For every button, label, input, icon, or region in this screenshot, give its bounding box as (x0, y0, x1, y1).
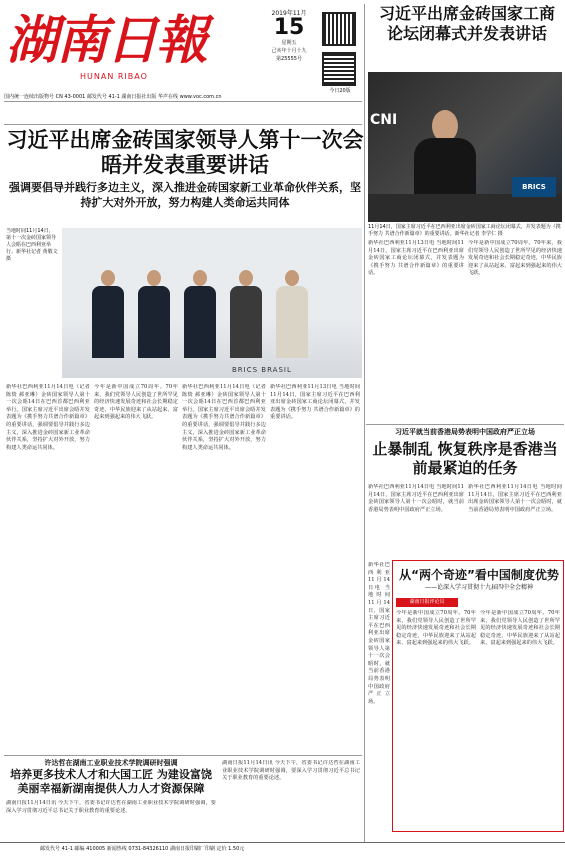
commentary-byline-tag: 湖南日报评论员 (396, 598, 458, 607)
date-day: 15 (273, 15, 305, 40)
bottom-headline: 培养更多技术人才和大国工匠 为建设富饶美丽幸福新湖南提供人力人才资源保障 (10, 768, 212, 795)
masthead-logo: 湖南日報 (6, 10, 207, 71)
bottom-body: 湖南日报11月14日讯 今天下午，省委书记许达哲在湖南工业职业技术学院调研时强调，要深入学习贯彻习近平总书记关于职业教育的重要论述。 (6, 800, 216, 814)
section-rule (4, 124, 362, 125)
podium (368, 194, 562, 222)
masthead-subtitle: HUNAN RIBAO (80, 72, 148, 81)
date-weekday: 星期五 (281, 40, 297, 46)
lead-photo-caption: 当地时间11月14日，第十一次金砖国家领导人会晤在巴西利亚举行。新华社记者 黄敬文 摄 (6, 228, 58, 262)
commentary-body-col2: 今年是新中国成立70周年。70年来，我们党领导人民创造了世所罕见的经济快速发展奇迹和社会长期稳定奇迹，中华民族迎来了从站起来、富起来到强起来的伟大飞跃。 (480, 610, 560, 647)
commentary-subtitle: ——论深入学习贯彻十九届四中全会精神 (424, 584, 533, 591)
lead-body-col2: 今年是新中国成立70周年。70年来，我们党领导人民创造了世所罕见的经济快速发展奇迹和社会长期稳定奇迹，中华民族迎来了从站起来、富起来到强起来的伟大飞跃。 (94, 384, 178, 421)
top-news-body-col1: 新华社巴西利亚11月13日电 当地时间11月14日，国家主席习近平在巴西利亚出席金砖国家工商论坛闭幕式，并发表题为《携手努力 共谱合作新篇章》的重要讲话。 (368, 240, 464, 277)
footer-bar: 邮发代号 41-1 邮编 410005 新闻热线 0731-84326110 湖南日报印刷厂印刷 定价 1.50元 (0, 842, 565, 856)
bottom-body-right: 湖南日报11月14日讯 今天下午，省委书记许达哲在湖南工业职业技术学院调研时强调，要深入学习贯彻习近平总书记关于职业教育的重要论述。 (222, 760, 360, 782)
lead-photo (62, 228, 362, 378)
date-lunar: 己亥年十月十九 (271, 48, 307, 54)
section-rule (4, 755, 362, 756)
top-news-body-col2: 今年是新中国成立70周年。70年来，我们党领导人民创造了世所罕见的经济快速发展奇迹和社会长期稳定奇迹，中华民族迎来了从站起来、富起来到强起来的伟大飞跃。 (468, 240, 562, 277)
lead-headline: 习近平出席金砖国家领导人第十一次会晤并发表重要讲话 (6, 128, 364, 177)
side-body-col: 新华社巴西利亚11月14日电 当地时间11月14日，国家主席习近平在巴西利亚出席金砖国家领导人第十一次会晤时，就当前香港局势表明中国政府严正立场。 (368, 562, 390, 705)
issue-number: 第25555号 (276, 56, 302, 62)
lead-body-col1: 新华社巴西利亚11月14日电（记者 陈贽 郝亚琳）金砖国家领导人第十一次会晤14日在巴西首都巴西利亚举行。国家主席习近平出席会晤并发表题为《携手努力共谱合作新篇章》的重要讲话，强调要倡导并践行多边主义，深入推进金砖国家新工业革命伙伴关系，坚持扩大对外开放，努力构建人类命运共同体。 (6, 384, 90, 451)
lead-body-col3: 新华社巴西利亚11月14日电（记者 陈贽 郝亚琳）金砖国家领导人第十一次会晤14日在巴西首都巴西利亚举行。国家主席习近平出席会晤并发表题为《携手努力共谱合作新篇章》的重要讲话，强调要倡导并践行多边主义，深入推进金砖国家新工业革命伙伴关系，坚持扩大对外开放，努力构建人类命运共同体。 (182, 384, 266, 451)
hk-headline: 止暴制乱 恢复秩序是香港当前最紧迫的任务 (372, 440, 558, 477)
section-rule (366, 424, 564, 425)
top-news-caption: 11月14日，国家主席习近平在巴西利亚出席金砖国家工商论坛闭幕式，并发表题为《携手努力 共谱合作新篇章》的重要讲话。新华社记者 李学仁 摄 (368, 224, 561, 237)
brics-sign: BRICS (512, 177, 556, 197)
brics-brasil-logo: BRICS BRASIL (232, 366, 292, 374)
qr-code-icon (322, 52, 356, 86)
qr-code-icon (322, 12, 356, 46)
hk-body-col1: 新华社巴西利亚11月14日电 当地时间11月14日，国家主席习近平在巴西利亚出席金砖国家领导人第十一次会晤时，就当前香港局势表明中国政府严正立场。 (368, 484, 464, 513)
column-divider (364, 4, 365, 842)
masthead-meta: 国内统一连续出版物号 CN 43-0001 邮发代号 41-1 湖南日报社出版 华声在线 www.voc.com.cn (4, 92, 362, 102)
date-block (264, 8, 314, 63)
hk-kicker: 习近平就当前香港局势表明中国政府严正立场 (395, 428, 535, 436)
lead-deck: 强调要倡导并践行多边主义，深入推进金砖国家新工业革命伙伴关系，坚持扩大对外开放，努力构建人类命运共同体 (9, 181, 361, 209)
page-count: 今日20版 (329, 88, 351, 94)
bottom-kicker: 许达哲在湖南工业职业技术学院调研时强调 (44, 759, 178, 767)
lead-body-col4: 新华社巴西利亚11月13日电 当地时间11月14日，国家主席习近平在巴西利亚出席金砖国家工商论坛闭幕式，并发表题为《携手努力 共谱合作新篇章》的重要讲话。 (270, 384, 360, 421)
photo-backdrop-text: CNI (370, 112, 398, 128)
commentary-headline: 从“两个奇迹”看中国制度优势 (399, 568, 559, 582)
top-news-photo (368, 72, 562, 222)
hk-body-col2: 新华社巴西利亚11月14日电 当地时间11月14日，国家主席习近平在巴西利亚出席金砖国家领导人第十一次会晤时，就当前香港局势表明中国政府严正立场。 (468, 484, 562, 513)
commentary-body-col1: 今年是新中国成立70周年。70年来，我们党领导人民创造了世所罕见的经济快速发展奇迹和社会长期稳定奇迹，中华民族迎来了从站起来、富起来到强起来的伟大飞跃。 (396, 610, 476, 647)
date-year-month: 2019年11月 (271, 10, 307, 17)
top-news-headline: 习近平出席金砖国家工商论坛闭幕式并发表讲话 (378, 4, 555, 43)
